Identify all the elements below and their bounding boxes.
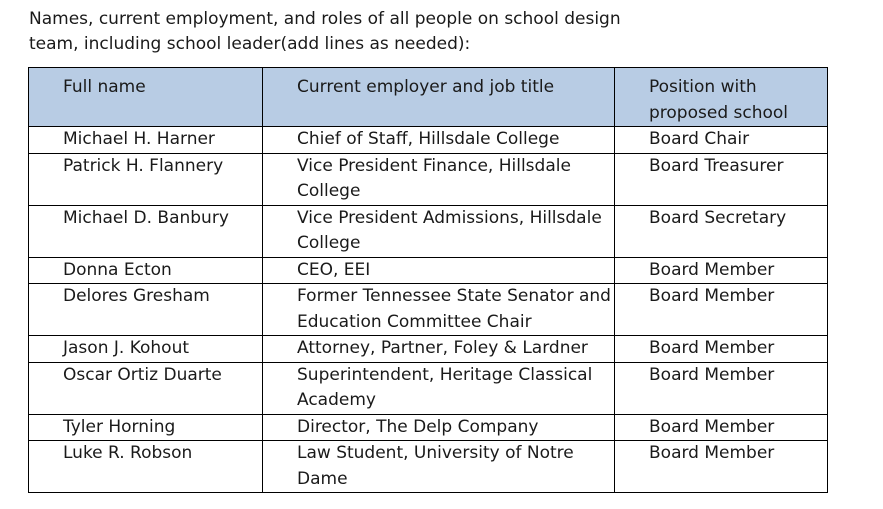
cell-name: Donna Ecton — [29, 257, 263, 284]
header-position-line-1: Position with — [649, 77, 757, 97]
cell-name: Oscar Ortiz Duarte — [29, 362, 263, 414]
header-employer: Current employer and job title — [263, 68, 615, 127]
header-position-line-2: proposed school — [649, 102, 789, 123]
table-row — [29, 153, 828, 205]
header-row — [29, 68, 828, 127]
intro-text — [29, 7, 829, 57]
cell-name: Tyler Horning — [29, 414, 263, 441]
table-row — [29, 336, 828, 363]
cell-name: Delores Gresham — [29, 284, 263, 336]
intro-line-2: team, including school leader(add lines as needed): — [29, 34, 471, 54]
cell-position: Board Member — [615, 257, 828, 284]
cell-employer: Vice President Finance, Hillsdale College — [263, 153, 615, 205]
cell-name: Michael H. Harner — [29, 127, 263, 154]
table-row — [29, 362, 828, 414]
cell-position: Board Member — [615, 336, 828, 363]
header-position — [615, 68, 828, 127]
cell-position: Board Chair — [615, 127, 828, 154]
cell-position: Board Member — [615, 284, 828, 336]
cell-employer: Superintendent, Heritage Classical Academy — [263, 362, 615, 414]
table-row — [29, 284, 828, 336]
table-row — [29, 205, 828, 257]
cell-name: Jason J. Kohout — [29, 336, 263, 363]
cell-name: Michael D. Banbury — [29, 205, 263, 257]
cell-employer: Law Student, University of Notre Dame — [263, 441, 615, 493]
intro-line-1: Names, current employment, and roles of all people on school design — [29, 9, 621, 29]
cell-name: Patrick H. Flannery — [29, 153, 263, 205]
cell-position: Board Member — [615, 414, 828, 441]
cell-name: Luke R. Robson — [29, 441, 263, 493]
design-team-table — [28, 67, 828, 493]
cell-position: Board Member — [615, 362, 828, 414]
header-full-name: Full name — [29, 68, 263, 127]
table-row — [29, 414, 828, 441]
cell-employer: Chief of Staff, Hillsdale College — [263, 127, 615, 154]
cell-employer: Vice President Admissions, Hillsdale College — [263, 205, 615, 257]
table-row — [29, 257, 828, 284]
cell-employer: Former Tennessee State Senator and Education Committee Chair — [263, 284, 615, 336]
table-row — [29, 441, 828, 493]
cell-position: Board Member — [615, 441, 828, 493]
table-row — [29, 127, 828, 154]
cell-employer: CEO, EEI — [263, 257, 615, 284]
cell-position: Board Secretary — [615, 205, 828, 257]
cell-employer: Attorney, Partner, Foley & Lardner — [263, 336, 615, 363]
cell-position: Board Treasurer — [615, 153, 828, 205]
cell-employer: Director, The Delp Company — [263, 414, 615, 441]
